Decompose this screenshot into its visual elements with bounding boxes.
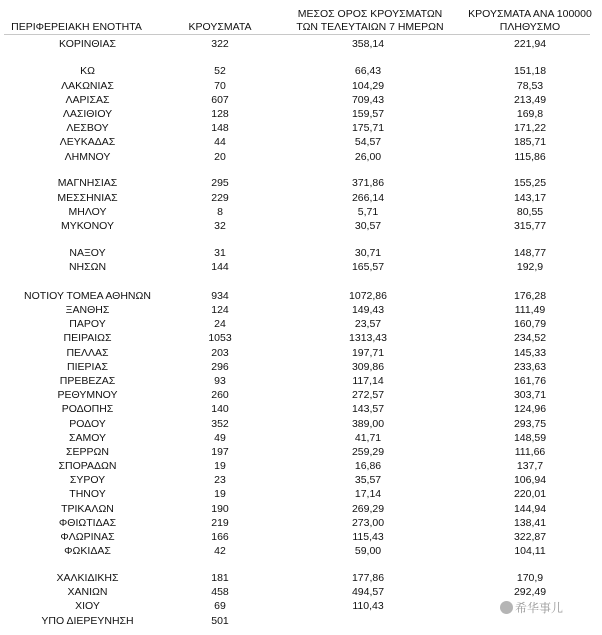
rate-cell: 213,49 — [513, 94, 547, 106]
rate-cell: 148,77 — [513, 247, 547, 259]
region-cell: ΤΡΙΚΑΛΩΝ — [61, 503, 114, 515]
cases-cell: 23 — [214, 474, 226, 486]
table-row — [0, 107, 602, 121]
avg-cell: 115,43 — [352, 531, 384, 543]
rate-cell: 170,9 — [516, 572, 544, 584]
avg-cell: 494,57 — [351, 586, 385, 598]
table-row — [0, 64, 602, 78]
table-row — [0, 219, 602, 233]
cases-cell: 1053 — [208, 332, 232, 344]
rate-cell: 171,22 — [513, 122, 547, 134]
avg-cell: 26,00 — [354, 151, 382, 163]
cases-cell: 19 — [214, 488, 226, 500]
cases-cell: 32 — [214, 220, 226, 232]
cases-cell: 44 — [214, 136, 226, 148]
table-row — [0, 317, 602, 331]
region-cell: ΡΟΔΟΠΗΣ — [61, 403, 114, 415]
avg-cell: 143,57 — [351, 403, 385, 415]
region-cell: ΦΘΙΩΤΙΔΑΣ — [58, 517, 117, 529]
region-cell: ΛΑΡΙΣΑΣ — [65, 94, 110, 106]
table-row — [0, 150, 602, 164]
avg-cell: 272,57 — [351, 389, 385, 401]
cases-cell: 69 — [214, 600, 226, 612]
table-row — [0, 473, 602, 487]
cases-cell: 295 — [211, 177, 229, 189]
table-row — [0, 530, 602, 544]
watermark-text: 希华事儿 — [515, 601, 564, 615]
rate-cell: 303,71 — [513, 389, 547, 401]
rate-cell: 155,25 — [513, 177, 547, 189]
table-row — [0, 360, 602, 374]
region-cell: ΠΡΕΒΕΖΑΣ — [59, 375, 116, 387]
region-cell: ΣΥΡΟΥ — [69, 474, 106, 486]
region-cell: ΝΑΞΟΥ — [69, 247, 106, 259]
table-row — [0, 544, 602, 558]
table-row — [0, 585, 602, 599]
rate-cell: 78,53 — [516, 80, 544, 92]
rate-cell: 145,33 — [513, 347, 547, 359]
region-cell: ΥΠΟ ΔΙΕΡΕΥΝΗΣΗ — [41, 615, 134, 627]
header-avg-line2: ΤΩΝ ΤΕΛΕΥΤΑΙΩΝ 7 ΗΜΕΡΩΝ — [296, 21, 444, 33]
avg-cell: 371,86 — [351, 177, 385, 189]
table-row — [0, 388, 602, 402]
header-cases: ΚΡΟΥΣΜΑΤΑ — [188, 21, 252, 33]
table-row — [0, 331, 602, 345]
cases-cell: 144 — [211, 261, 229, 273]
region-cell: ΚΩ — [80, 65, 95, 77]
cases-cell: 607 — [211, 94, 229, 106]
cases-cell: 128 — [211, 108, 229, 120]
table-row — [0, 516, 602, 530]
table-row — [0, 374, 602, 388]
region-cell: ΧΑΝΙΩΝ — [67, 586, 108, 598]
cases-cell: 203 — [211, 347, 229, 359]
cases-cell: 458 — [211, 586, 229, 598]
cases-cell: 8 — [217, 206, 223, 218]
table-row — [0, 459, 602, 473]
cases-cell: 31 — [214, 247, 226, 259]
avg-cell: 54,57 — [354, 136, 382, 148]
avg-cell: 23,57 — [354, 318, 382, 330]
table-row — [0, 502, 602, 516]
header-region: ΠΕΡΙΦΕΡΕΙΑΚΗ ΕΝΟΤΗΤΑ — [11, 21, 142, 33]
header-rate-line2: ΠΛΗΘΥΣΜΟ — [499, 21, 561, 33]
rate-cell: 293,75 — [513, 418, 547, 430]
region-cell: ΡΟΔΟΥ — [69, 418, 106, 430]
avg-cell: 117,14 — [352, 375, 384, 387]
region-cell: ΛΑΚΩΝΙΑΣ — [61, 80, 114, 92]
table-row — [0, 402, 602, 416]
table-row — [0, 289, 602, 303]
rate-cell: 192,9 — [516, 261, 544, 273]
region-cell: ΦΩΚΙΔΑΣ — [64, 545, 111, 557]
table-row — [0, 445, 602, 459]
cases-cell: 49 — [214, 432, 226, 444]
region-cell: ΛΑΣΙΘΙΟΥ — [62, 108, 113, 120]
cases-cell: 296 — [211, 361, 229, 373]
region-cell: ΧΙΟΥ — [75, 600, 100, 612]
region-cell: ΣΕΡΡΩΝ — [66, 446, 109, 458]
rate-cell: 233,63 — [513, 361, 547, 373]
avg-cell: 30,57 — [354, 220, 382, 232]
rate-cell: 185,71 — [513, 136, 547, 148]
avg-cell: 165,57 — [351, 261, 385, 273]
region-cell: ΠΑΡΟΥ — [69, 318, 106, 330]
region-cell: ΝΟΤΙΟΥ ΤΟΜΕΑ ΑΘΗΝΩΝ — [24, 290, 151, 302]
region-cell: ΠΕΙΡΑΙΩΣ — [63, 332, 112, 344]
cases-cell: 229 — [211, 192, 229, 204]
rate-cell: 106,94 — [513, 474, 547, 486]
region-cell: ΞΑΝΘΗΣ — [65, 304, 110, 316]
region-cell: ΣΑΜΟΥ — [68, 432, 107, 444]
region-cell: ΜΑΓΝΗΣΙΑΣ — [57, 177, 118, 189]
table-row — [0, 260, 602, 274]
rate-cell: 104,11 — [514, 545, 546, 557]
region-cell: ΤΗΝΟΥ — [69, 488, 106, 500]
rate-cell: 124,96 — [513, 403, 547, 415]
cases-cell: 322 — [211, 38, 229, 50]
table-row — [0, 176, 602, 190]
region-cell: ΠΙΕΡΙΑΣ — [67, 361, 108, 373]
cases-cell: 934 — [211, 290, 229, 302]
region-cell: ΜΗΛΟΥ — [68, 206, 107, 218]
header-avg-7day — [290, 8, 450, 34]
table-row — [0, 614, 602, 628]
cases-cell: 501 — [211, 615, 229, 627]
cases-cell: 148 — [211, 122, 229, 134]
cases-cell: 124 — [211, 304, 229, 316]
rate-cell: 138,41 — [513, 517, 547, 529]
rate-cell: 315,77 — [513, 220, 547, 232]
avg-cell: 175,71 — [351, 122, 385, 134]
table-row — [0, 79, 602, 93]
avg-cell: 35,57 — [354, 474, 382, 486]
region-cell: ΛΗΜΝΟΥ — [64, 151, 111, 163]
table-row — [0, 487, 602, 501]
table-row — [0, 346, 602, 360]
cases-cell: 190 — [211, 503, 229, 515]
region-cell: ΚΟΡΙΝΘΙΑΣ — [59, 38, 116, 50]
cases-cell: 20 — [214, 151, 226, 163]
region-cell: ΠΕΛΛΑΣ — [66, 347, 109, 359]
cases-cell: 219 — [211, 517, 229, 529]
region-cell: ΝΗΣΩΝ — [68, 261, 107, 273]
cases-cell: 52 — [214, 65, 226, 77]
cases-cell: 70 — [214, 80, 226, 92]
cases-cell: 181 — [211, 572, 229, 584]
avg-cell: 389,00 — [351, 418, 385, 430]
rate-cell: 148,59 — [513, 432, 547, 444]
cases-cell: 352 — [211, 418, 229, 430]
rate-cell: 111,66 — [514, 446, 546, 458]
avg-cell: 709,43 — [351, 94, 385, 106]
table-row — [0, 135, 602, 149]
region-cell: ΜΕΣΣΗΝΙΑΣ — [57, 192, 118, 204]
table-row — [0, 121, 602, 135]
avg-cell: 259,29 — [351, 446, 385, 458]
rate-cell: 221,94 — [513, 38, 547, 50]
table-row — [0, 417, 602, 431]
header-avg-line1: ΜΕΣΟΣ ΟΡΟΣ ΚΡΟΥΣΜΑΤΩΝ — [297, 8, 443, 20]
rate-cell: 137,7 — [516, 460, 544, 472]
table-row — [0, 303, 602, 317]
cases-cell: 260 — [211, 389, 229, 401]
table-row — [0, 205, 602, 219]
avg-cell: 16,86 — [354, 460, 382, 472]
region-cell: ΡΕΘΥΜΝΟΥ — [57, 389, 118, 401]
table-row — [0, 246, 602, 260]
rate-cell: 111,49 — [514, 304, 546, 316]
avg-cell: 1313,43 — [349, 332, 387, 344]
avg-cell: 66,43 — [354, 65, 382, 77]
table-row — [0, 431, 602, 445]
cases-cell: 140 — [211, 403, 229, 415]
avg-cell: 59,00 — [354, 545, 382, 557]
rate-cell: 160,79 — [513, 318, 547, 330]
rate-cell: 176,28 — [513, 290, 547, 302]
cases-cell: 19 — [214, 460, 226, 472]
rate-cell: 80,55 — [516, 206, 544, 218]
cases-cell: 42 — [214, 545, 226, 557]
cases-cell: 24 — [214, 318, 226, 330]
table-row — [0, 93, 602, 107]
cases-cell: 197 — [211, 446, 229, 458]
region-cell: ΣΠΟΡΑΔΩΝ — [58, 460, 117, 472]
region-cell: ΛΕΣΒΟΥ — [66, 122, 109, 134]
avg-cell: 358,14 — [351, 38, 385, 50]
avg-cell: 5,71 — [357, 206, 379, 218]
avg-cell: 104,29 — [351, 80, 385, 92]
table-row — [0, 191, 602, 205]
rate-cell: 234,52 — [513, 332, 547, 344]
table-row — [0, 37, 602, 51]
rate-cell: 169,8 — [516, 108, 544, 120]
avg-cell: 266,14 — [351, 192, 385, 204]
rate-cell: 161,76 — [513, 375, 547, 387]
cases-cell: 166 — [211, 531, 229, 543]
wechat-icon — [500, 601, 513, 614]
avg-cell: 273,00 — [351, 517, 385, 529]
header-rate-line1: ΚΡΟΥΣΜΑΤΑ ΑΝΑ 100000 — [468, 8, 592, 20]
header-rate-per-100k — [450, 8, 602, 34]
avg-cell: 177,86 — [351, 572, 385, 584]
header-divider — [4, 34, 590, 35]
rate-cell: 144,94 — [513, 503, 547, 515]
cases-cell: 93 — [214, 375, 226, 387]
rate-cell: 115,86 — [514, 151, 546, 163]
avg-cell: 41,71 — [354, 432, 382, 444]
avg-cell: 17,14 — [354, 488, 382, 500]
region-cell: ΜΥΚΟΝΟΥ — [60, 220, 114, 232]
rate-cell: 322,87 — [513, 531, 547, 543]
avg-cell: 110,43 — [352, 600, 384, 612]
avg-cell: 1072,86 — [349, 290, 387, 302]
avg-cell: 197,71 — [351, 347, 385, 359]
rate-cell: 143,17 — [513, 192, 547, 204]
avg-cell: 269,29 — [351, 503, 385, 515]
region-cell: ΧΑΛΚΙΔΙΚΗΣ — [56, 572, 119, 584]
watermark — [500, 599, 563, 616]
region-cell: ΦΛΩΡΙΝΑΣ — [60, 531, 115, 543]
region-cell: ΛΕΥΚΑΔΑΣ — [59, 136, 116, 148]
avg-cell: 159,57 — [351, 108, 385, 120]
rate-cell: 292,49 — [513, 586, 547, 598]
avg-cell: 149,43 — [351, 304, 385, 316]
rate-cell: 220,01 — [513, 488, 547, 500]
avg-cell: 309,86 — [351, 361, 385, 373]
rate-cell: 151,18 — [513, 65, 547, 77]
table-row — [0, 571, 602, 585]
avg-cell: 30,71 — [354, 247, 382, 259]
